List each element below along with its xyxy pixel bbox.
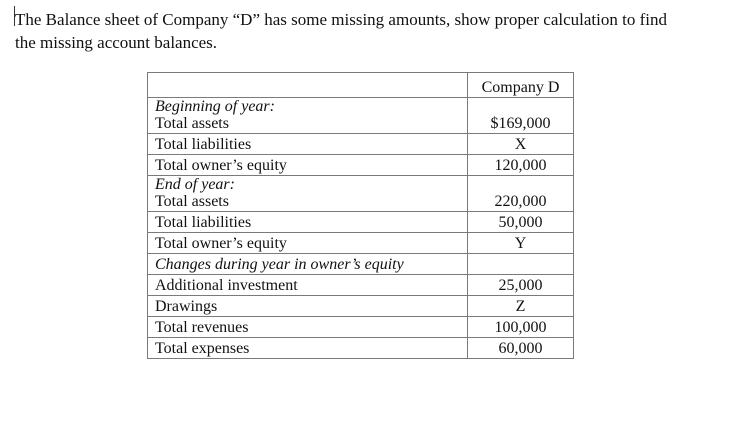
- row-label-total-assets-begin: Total assets: [155, 115, 229, 132]
- row-value-owners-equity-begin: 120,000: [468, 155, 574, 176]
- column-header-company-d: Company D: [468, 73, 574, 98]
- row-value-total-revenues: 100,000: [468, 317, 574, 338]
- row-value-total-assets-end: 220,000: [468, 176, 574, 212]
- question-text: [15, 8, 730, 54]
- row-label: [148, 176, 468, 212]
- row-label-total-liabilities-begin: Total liabilities: [148, 134, 468, 155]
- row-label-drawings: Drawings: [148, 296, 468, 317]
- row-label-total-assets-end: Total assets: [155, 193, 229, 210]
- row-label-total-revenues: Total revenues: [148, 317, 468, 338]
- table-row: [148, 212, 574, 233]
- section-heading-changes: Changes during year in owner’s equity: [148, 254, 468, 275]
- table-row: [148, 155, 574, 176]
- table-row: [148, 134, 574, 155]
- row-value-owners-equity-end: Y: [468, 233, 574, 254]
- row-label-total-expenses: Total expenses: [148, 338, 468, 359]
- row-value-total-liabilities-end: 50,000: [468, 212, 574, 233]
- row-label-total-liabilities-end: Total liabilities: [148, 212, 468, 233]
- section-heading-end: End of year:: [155, 176, 235, 193]
- row-label-additional-investment: Additional investment: [148, 275, 468, 296]
- table-row: [148, 296, 574, 317]
- row-value-total-expenses: 60,000: [468, 338, 574, 359]
- row-value-drawings: Z: [468, 296, 574, 317]
- table-row: [148, 98, 574, 134]
- section-heading-beginning: Beginning of year:: [155, 98, 275, 115]
- balance-sheet-table: [147, 72, 574, 359]
- header-blank-cell: [148, 73, 468, 98]
- table-row: [148, 254, 574, 275]
- row-label-owners-equity-begin: Total owner’s equity: [148, 155, 468, 176]
- table-row: [148, 338, 574, 359]
- row-label-owners-equity-end: Total owner’s equity: [148, 233, 468, 254]
- table-row: [148, 233, 574, 254]
- question-line-2: the missing account balances.: [15, 33, 218, 52]
- question-line-1: The Balance sheet of Company “D” has some missing amounts, show proper calculation to find: [15, 10, 667, 29]
- row-label: [148, 98, 468, 134]
- row-value-total-liabilities-begin: X: [468, 134, 574, 155]
- table-row: [148, 317, 574, 338]
- row-value-total-assets-begin: $169,000: [468, 98, 574, 134]
- table-header-row: [148, 73, 574, 98]
- table-row: [148, 176, 574, 212]
- table-row: [148, 275, 574, 296]
- row-value-additional-investment: 25,000: [468, 275, 574, 296]
- row-value-empty: [468, 254, 574, 275]
